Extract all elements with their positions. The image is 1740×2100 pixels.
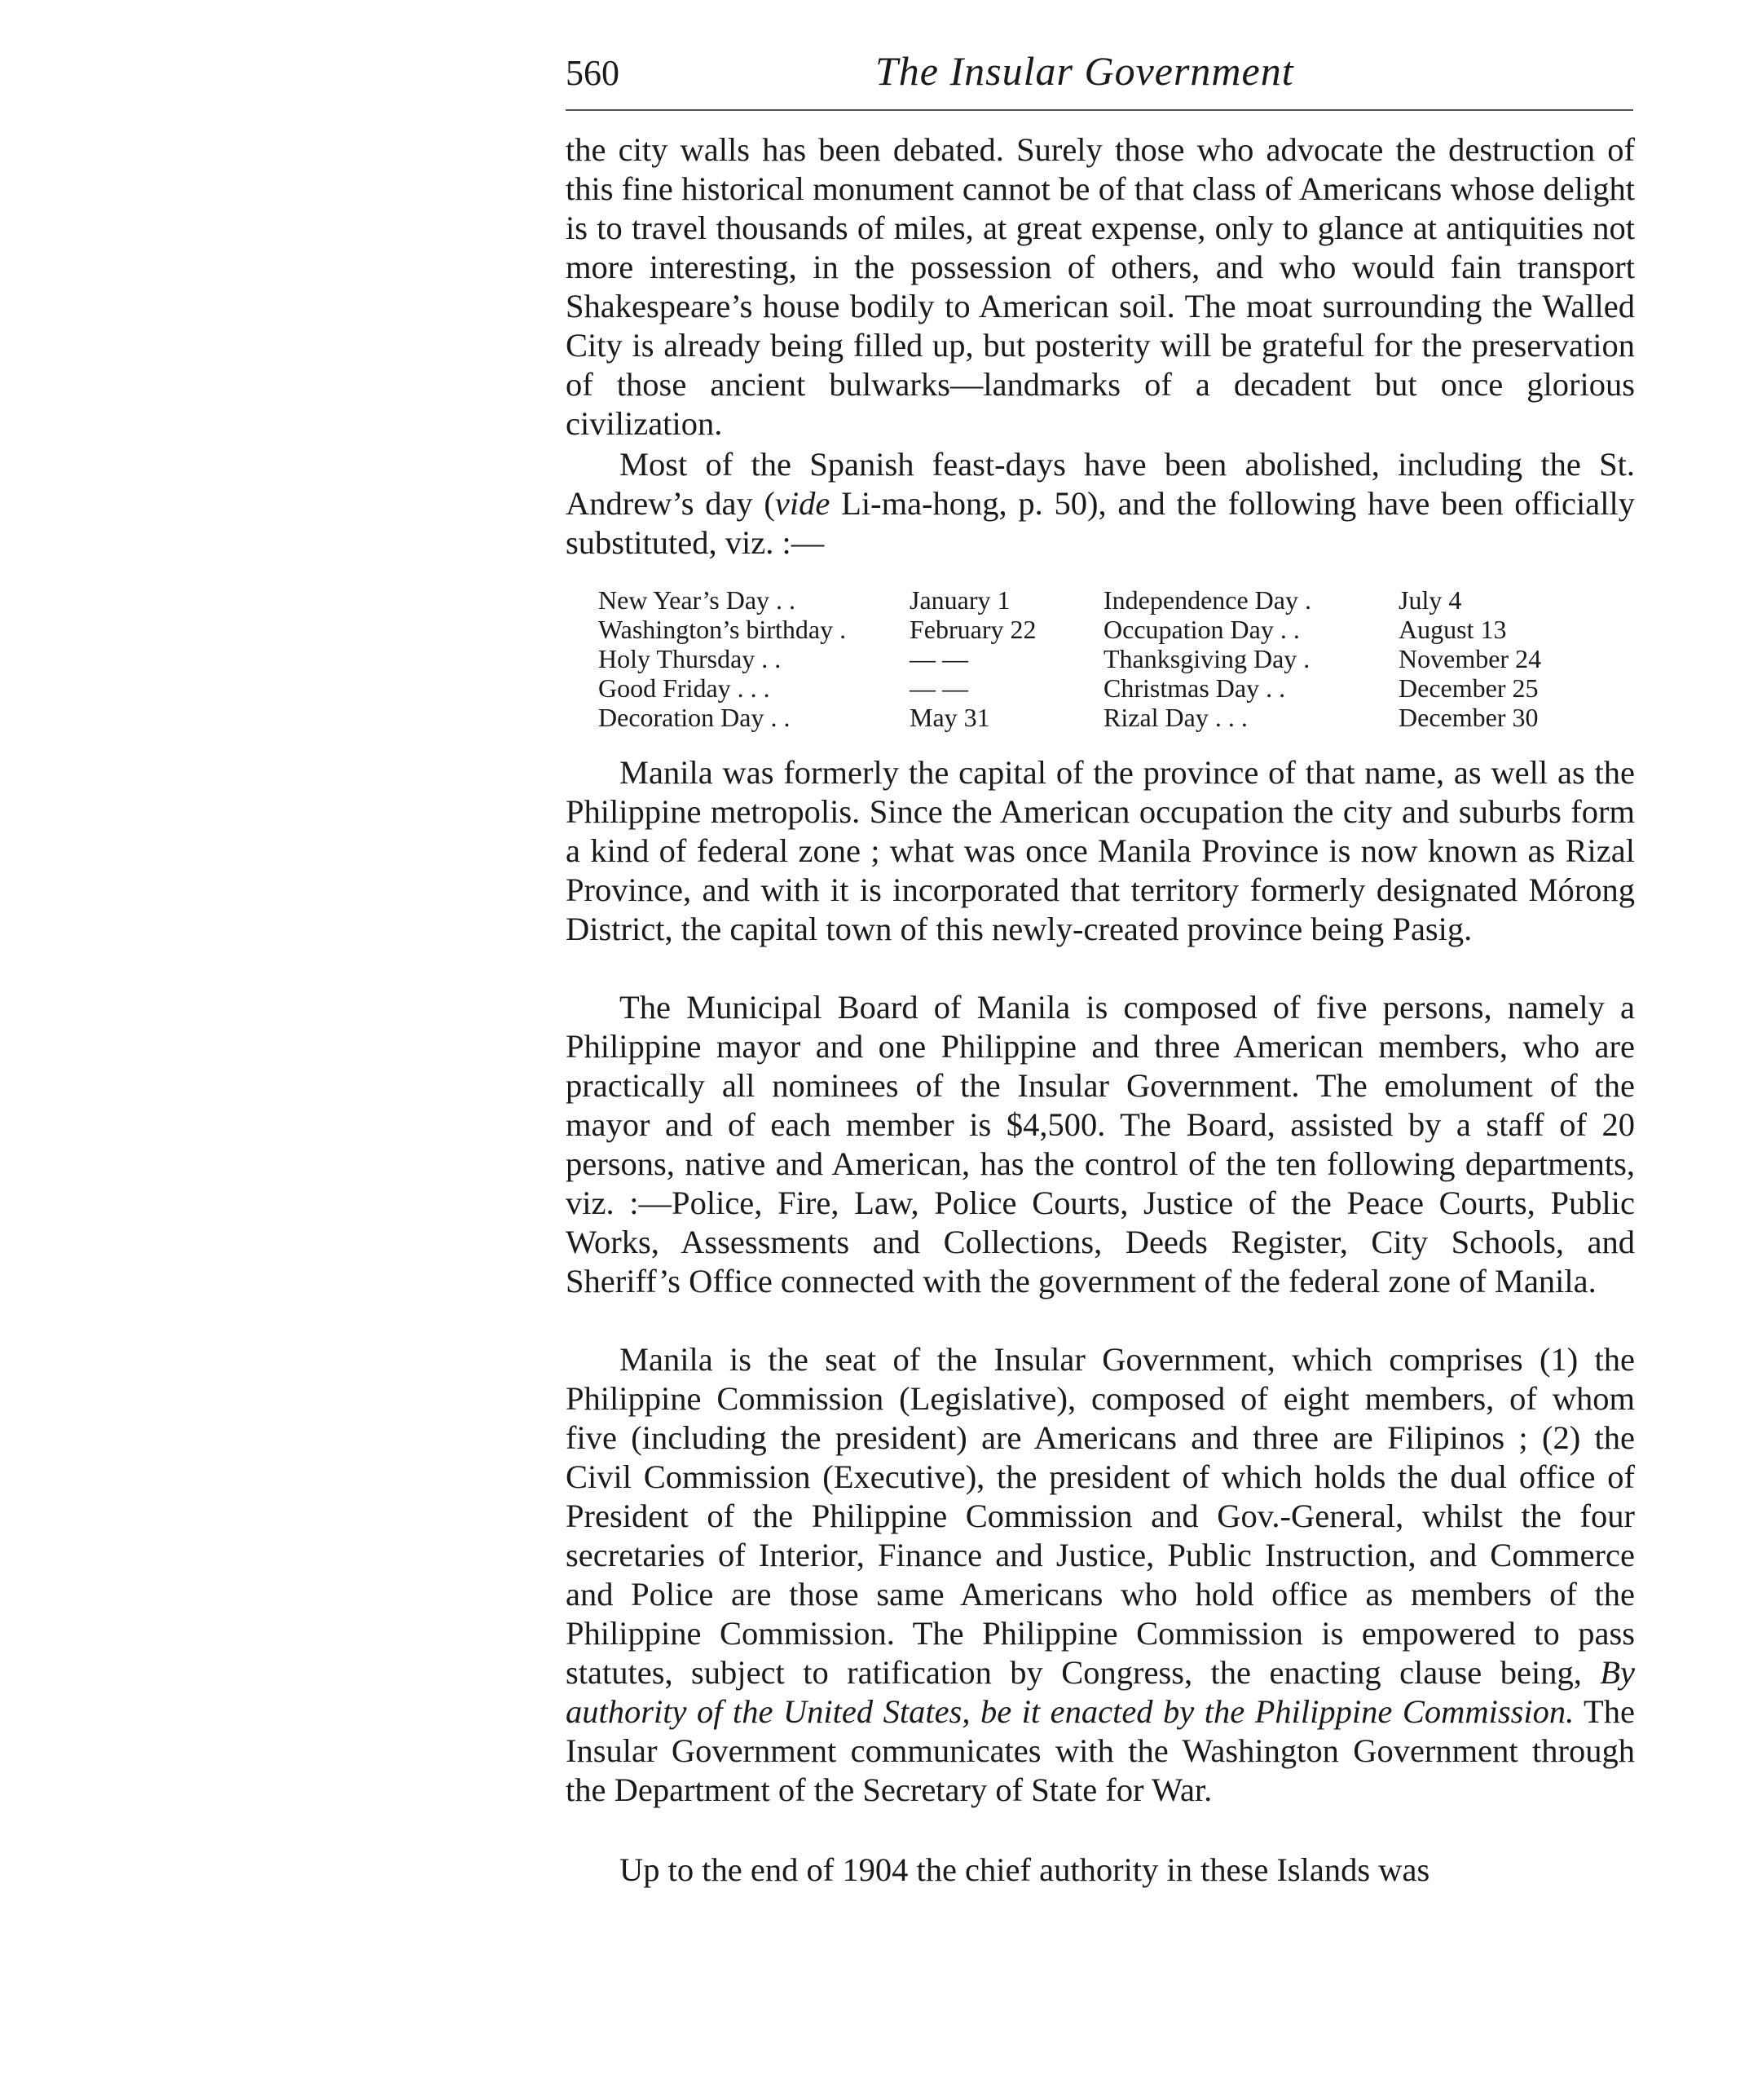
holiday-row: [598, 703, 1628, 732]
holiday-row: [598, 673, 1628, 703]
holiday-date: November 24: [1399, 644, 1542, 673]
holiday-date: December 30: [1399, 703, 1539, 732]
holiday-name: Decoration Day . .: [598, 703, 791, 732]
holiday-row: [598, 644, 1628, 673]
holiday-date: January 1: [910, 585, 1011, 615]
holiday-name: New Year’s Day . .: [598, 585, 796, 615]
page-number: 560: [566, 53, 619, 93]
holiday-row: [598, 585, 1628, 615]
holiday-name: Independence Day .: [1103, 585, 1311, 615]
paragraph-feast-days-text-a: Most of the Spanish feast-days have been abolished, including the St. Andrew’s day (: [566, 446, 1635, 522]
page-header: [566, 47, 1632, 104]
holiday-date: May 31: [910, 703, 990, 732]
paragraph-manila-province: Manila was formerly the capital of the province of that name, as well as the Philippine metropolis. Since the American occupation the city and suburbs form a kind of federal zone ; what was once Manila Province is now known as Rizal Province, and with it is incorporated that territory formerly designated Mórong District, the capital town of this newly-created province being Pasig.: [566, 754, 1635, 947]
holiday-table: [598, 585, 1628, 732]
paragraph-insular-government-text-b: The Insular Government communicates with the Washington Government through the Department of the Secretary of State for War.: [566, 1693, 1635, 1808]
holiday-date: July 4: [1399, 585, 1462, 615]
vide-italic: vide: [774, 485, 830, 522]
holiday-name: Washington’s birthday .: [598, 615, 847, 644]
holiday-date: — —: [910, 673, 968, 703]
holiday-date: August 13: [1399, 615, 1507, 644]
holiday-date: February 22: [910, 615, 1037, 644]
paragraph-city-walls: the city walls has been debated. Surely those who advocate the destruction of this fine historical monument cannot be of that class of Americans whose delight is to travel thousands of miles, at great expense, only to glance at antiquities not more interesting, in the possession of others, and who would fain transport Shakespeare’s house bodily to American soil. The moat surrounding the Walled City is already being filled up, but posterity will be grateful for the preservation of those ancient bulwarks—landmarks of a decadent but once glorious civilization.: [566, 131, 1635, 442]
holiday-name: Thanksgiving Day .: [1103, 644, 1311, 673]
holiday-name: Good Friday . . .: [598, 673, 770, 703]
header-rule: [566, 109, 1633, 111]
holiday-row: [598, 615, 1628, 644]
enacting-clause-italic: By authority of the United States, be it enacted by the Philippine Commission.: [566, 1654, 1635, 1730]
holiday-name: Christmas Day . .: [1103, 673, 1286, 703]
paragraph-chief-authority: Up to the end of 1904 the chief authority in these Islands was: [619, 1851, 1430, 1888]
holiday-name: Rizal Day . . .: [1103, 703, 1248, 732]
holiday-date: — —: [910, 644, 968, 673]
paragraph-insular-government-text-a: Manila is the seat of the Insular Government, which comprises (1) the Philippine Commission (Legislative), composed of eight members, of whom five (including the president) are Americans and three are Filipinos ; (2) the Civil Commission (Executive), the president of which holds the dual office of President of the Philippine Commission and Gov.-General, whilst the four secretaries of Interior, Finance and Justice, Public Instruction, and Commerce and Police are those same Americans who hold office as members of the Philippine Commission. The Philippine Commission is empowered to pass statutes, subject to ratification by Congress, the enacting clause being,: [566, 1341, 1635, 1691]
holiday-name: Occupation Day . .: [1103, 615, 1300, 644]
paragraph-insular-government: [566, 1340, 1635, 1810]
paragraph-municipal-board: The Municipal Board of Manila is composed of five persons, namely a Philippine mayor and one Philippine and three American members, who are practically all nominees of the Insular Government. The emolument of the mayor and of each member is $4,500. The Board, assisted by a staff of 20 persons, native and American, has the control of the ten following departments, viz. :—Police, Fire, Law, Police Courts, Justice of the Peace Courts, Public Works, Assessments and Collections, Deeds Register, City Schools, and Sheriff’s Office connected with the government of the federal zone of Manila.: [566, 989, 1635, 1299]
paragraph-feast-days-text-b: Li-ma-hong, p. 50), and the following have been officially substituted, viz. :—: [566, 485, 1635, 561]
paragraph-feast-days: [566, 445, 1635, 562]
holiday-date: December 25: [1399, 673, 1539, 703]
holiday-name: Holy Thursday . .: [598, 644, 782, 673]
running-title: The Insular Government: [875, 48, 1294, 94]
